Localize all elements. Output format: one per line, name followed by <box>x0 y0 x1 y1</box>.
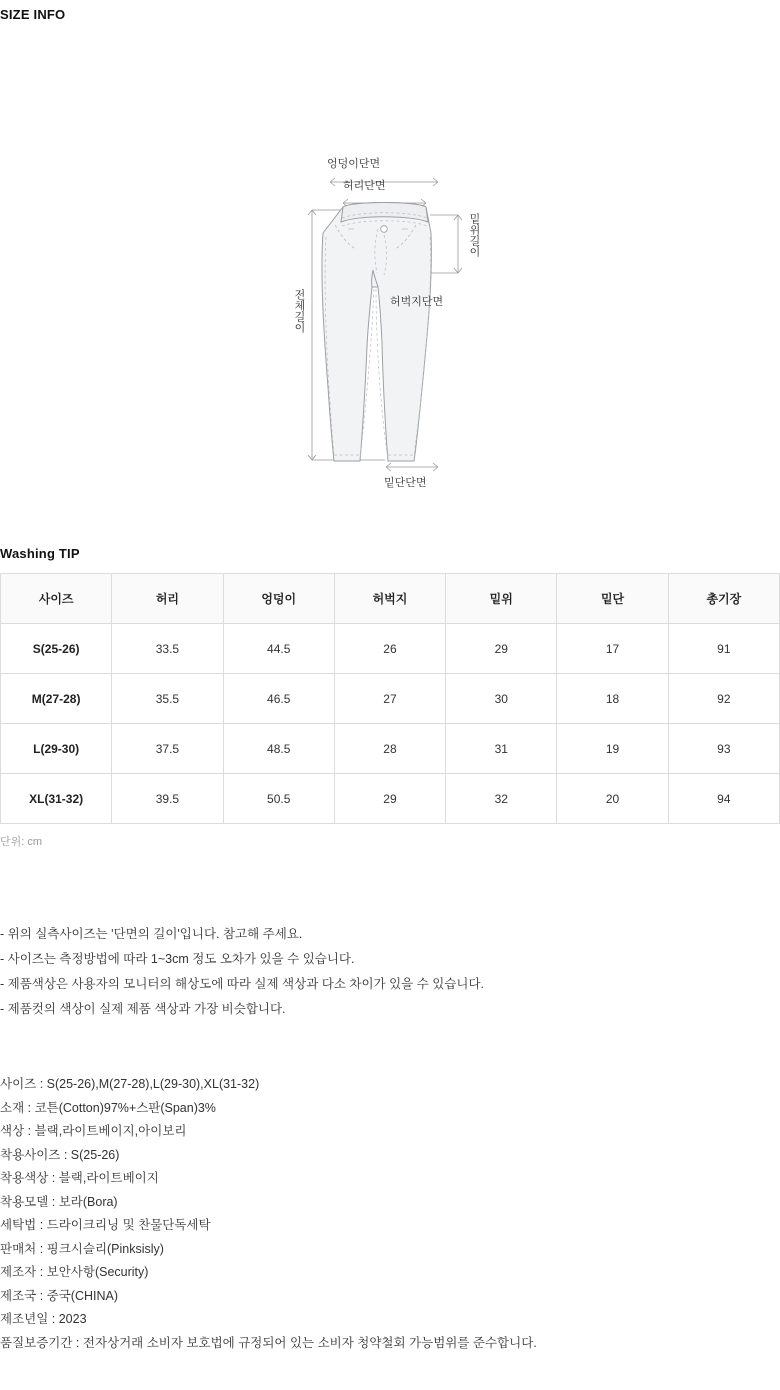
table-cell-size: M(27-28) <box>1 674 112 724</box>
table-header-cell: 허벅지 <box>334 574 445 624</box>
table-header-row <box>1 574 780 624</box>
spec-item-worn-color: 착용색상 : 블랙,라이트베이지 <box>0 1171 159 1185</box>
diagram-label-total-length: 전체길이 <box>293 289 305 333</box>
table-cell: 29 <box>334 774 445 824</box>
table-cell: 26 <box>334 624 445 674</box>
table-row <box>1 624 780 674</box>
unit-note: 단위: cm <box>0 836 43 848</box>
size-diagram-container <box>0 22 780 542</box>
pants-illustration-svg <box>290 137 520 487</box>
note-item: - 위의 실측사이즈는 '단면의 길이'입니다. 참고해 주세요. <box>0 927 303 941</box>
washing-tip-heading: Washing TIP <box>0 546 80 561</box>
table-cell: 18 <box>557 674 668 724</box>
washing-tip-section <box>0 542 780 849</box>
table-cell: 37.5 <box>112 724 223 774</box>
table-cell-size: L(29-30) <box>1 724 112 774</box>
table-cell: 92 <box>668 674 779 724</box>
table-header-cell: 총기장 <box>668 574 779 624</box>
table-cell: 46.5 <box>223 674 334 724</box>
diagram-label-hem: 밑단단면 <box>384 477 427 489</box>
spec-item-manufacturer: 제조자 : 보안사항(Security) <box>0 1265 149 1279</box>
table-cell: 20 <box>557 774 668 824</box>
table-cell-size: S(25-26) <box>1 624 112 674</box>
diagram-label-rise: 밑위길이 <box>468 213 480 257</box>
size-measurement-table <box>0 573 780 824</box>
spec-item-seller: 판매처 : 핑크시슬리(Pinksisly) <box>0 1241 164 1256</box>
product-spec-list <box>0 1073 780 1355</box>
table-cell: 28 <box>334 724 445 774</box>
note-item: - 제품색상은 사용자의 모니터의 해상도에 따라 실제 색상과 다소 차이가 있을 수 있습니다. <box>0 977 485 991</box>
diagram-label-thigh: 허벅지단면 <box>390 296 444 308</box>
table-cell: 29 <box>446 624 557 674</box>
table-cell: 39.5 <box>112 774 223 824</box>
spec-item-colors: 색상 : 블랙,라이트베이지,아이보리 <box>0 1124 187 1138</box>
table-cell: 30 <box>446 674 557 724</box>
table-header-cell: 사이즈 <box>1 574 112 624</box>
diagram-label-waist: 허리단면 <box>343 180 386 192</box>
table-cell: 50.5 <box>223 774 334 824</box>
table-cell: 31 <box>446 724 557 774</box>
table-cell: 91 <box>668 624 779 674</box>
table-cell: 19 <box>557 724 668 774</box>
table-header-cell: 엉덩이 <box>223 574 334 624</box>
table-header-cell: 허리 <box>112 574 223 624</box>
spec-item-model: 착용모델 : 보라(Bora) <box>0 1194 118 1209</box>
table-row <box>1 774 780 824</box>
table-cell: 32 <box>446 774 557 824</box>
table-cell: 44.5 <box>223 624 334 674</box>
table-cell: 27 <box>334 674 445 724</box>
table-row <box>1 724 780 774</box>
note-item: - 사이즈는 측정방법에 따라 1~3cm 정도 오차가 있을 수 있습니다. <box>0 952 355 966</box>
spec-item-material: 소재 : 코튼(Cotton)97%+스판(Span)3% <box>0 1100 216 1115</box>
note-item: - 제품컷의 색상이 실제 제품 색상과 가장 비슷합니다. <box>0 1002 286 1016</box>
table-cell: 94 <box>668 774 779 824</box>
spec-item-country: 제조국 : 중국(CHINA) <box>0 1288 119 1303</box>
table-row <box>1 674 780 724</box>
spec-item-washing: 세탁법 : 드라이크리닝 및 찬물단독세탁 <box>0 1218 211 1232</box>
table-cell: 48.5 <box>223 724 334 774</box>
table-cell-size: XL(31-32) <box>1 774 112 824</box>
spec-item-year: 제조년일 : 2023 <box>0 1312 87 1326</box>
table-header-cell: 밑위 <box>446 574 557 624</box>
spec-item-warranty: 품질보증기간 : 전자상거래 소비자 보호법에 규정되어 있는 소비자 청약철회 가능범위를 준수합니다. <box>0 1335 537 1350</box>
table-cell: 93 <box>668 724 779 774</box>
table-cell: 17 <box>557 624 668 674</box>
notes-list <box>0 922 780 1022</box>
diagram-label-hip: 엉덩이단면 <box>327 158 381 170</box>
table-cell: 35.5 <box>112 674 223 724</box>
pants-measurement-diagram <box>290 137 520 487</box>
table-cell: 33.5 <box>112 624 223 674</box>
spec-item-worn-size: 착용사이즈 : S(25-26) <box>0 1147 120 1162</box>
spec-item-sizes: 사이즈 : S(25-26),M(27-28),L(29-30),XL(31-32) <box>0 1077 260 1091</box>
size-info-heading: SIZE INFO <box>0 7 66 22</box>
table-header-cell: 밑단 <box>557 574 668 624</box>
size-info-page <box>0 3 780 1355</box>
